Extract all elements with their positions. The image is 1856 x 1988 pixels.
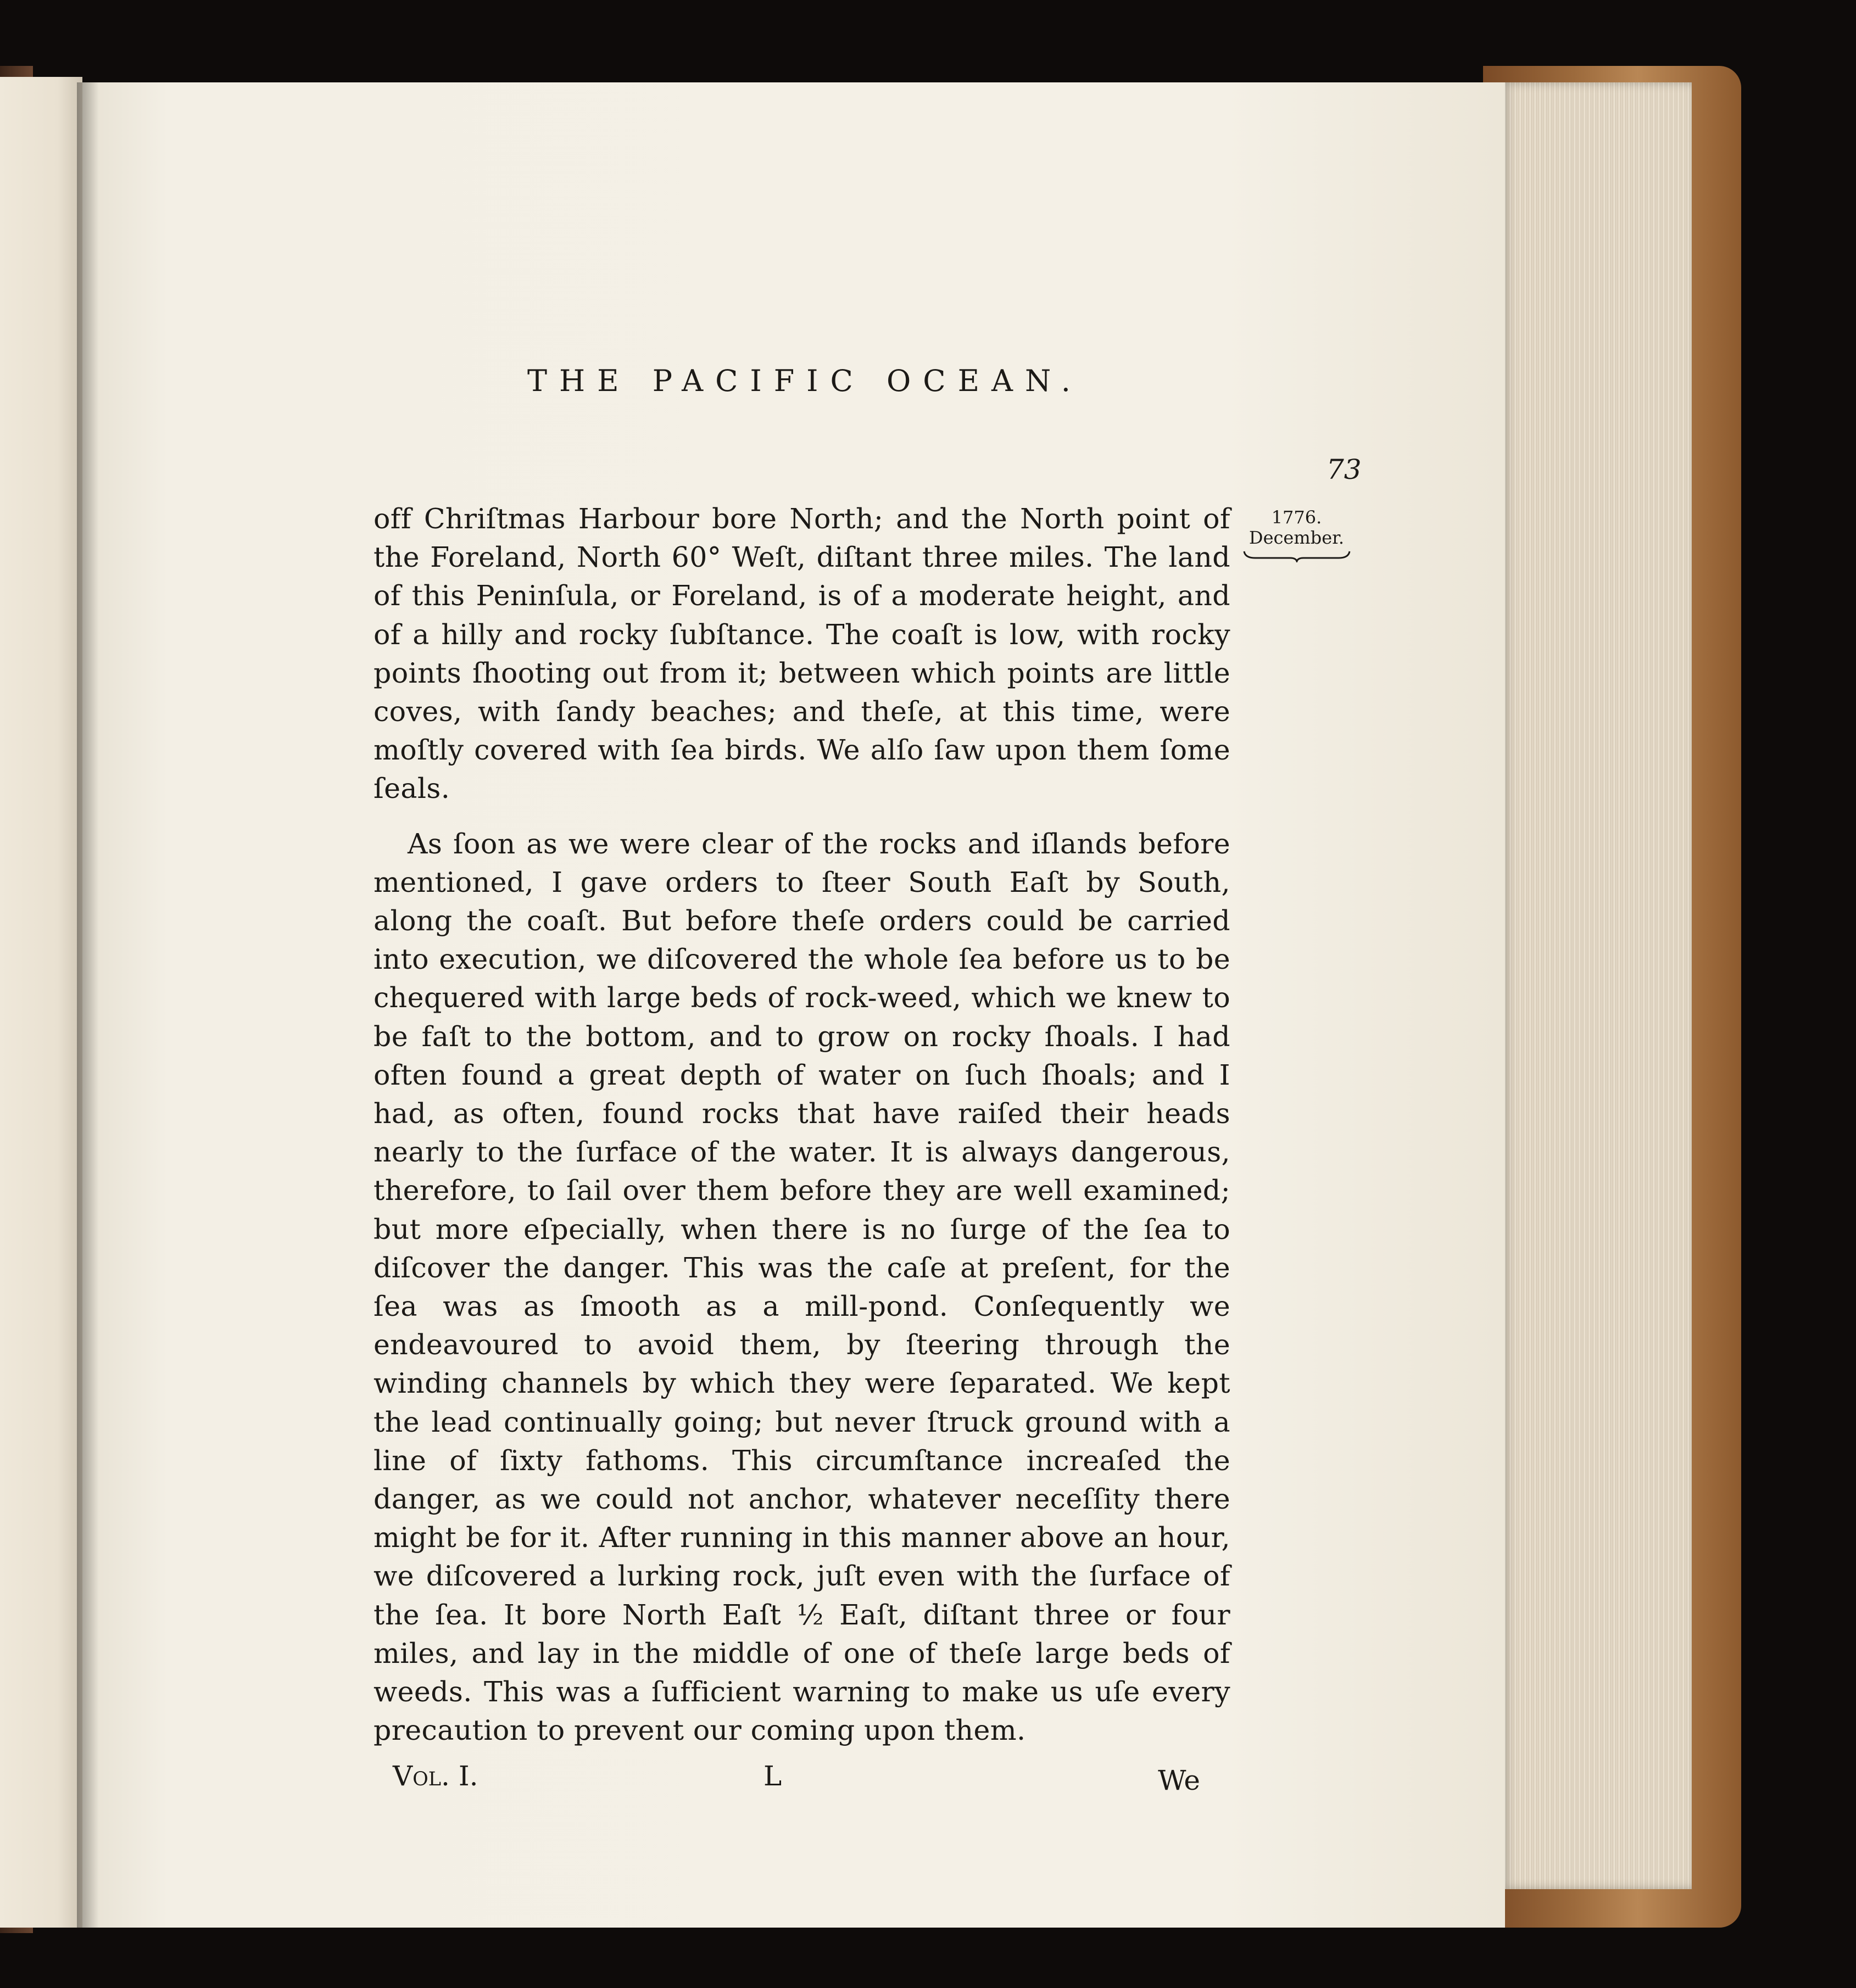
signature-letter: L	[763, 1760, 782, 1792]
catchword: We	[1158, 1764, 1200, 1796]
paragraph: As ſoon as we were clear of the rocks and iſlands before mentioned, I gave orders to ſteer South Eaſt by South, along the coaſt. But before theſe orders could be carried into execution, we diſcovered the whole ſea before us to be chequered with large beds of rock-weed, which we knew to be faſt to the bottom, and to grow on rocky ſhoals. I had often found a great depth of water on ſuch ſhoals; and I had, as often, found rocks that have raiſed their heads nearly to the ſurface of the water. It is always dangerous, therefore, to ſail over them before they are well examined; but more eſpecially, when there is no ſurge of the ſea to diſcover the danger. This was the caſe at preſent, for the ſea was as ſmooth as a mill-pond. Conſequently we endeavoured to avoid them, by ſteering through the winding channels by which they were ſeparated. We kept the lead continually going; but never ſtruck ground with a line of ſixty fathoms. This circumſtance increaſed the danger, as we could not anchor, whatever neceſſity there might be for it. After running in this manner above an hour, we diſcovered a lurking rock, juſt even with the ſurface of the ſea. It bore North Eaſt ½ Eaſt, diſtant three or four miles, and lay in the middle of one of theſe large beds of weeds. This was a ſufficient warning to make us uſe every precaution to prevent our coming upon them.	[374, 827, 1230, 1747]
body-text	[374, 500, 1230, 1750]
page-footer	[393, 1760, 1200, 1799]
margin-note-year: 1776.	[1271, 507, 1322, 528]
page-number: 73	[1326, 454, 1362, 485]
running-head: THE PACIFIC OCEAN.	[527, 364, 1083, 398]
left-page-edge	[0, 77, 82, 1928]
curly-brace-icon	[1242, 549, 1352, 562]
volume-signature: Vol. I.	[393, 1760, 478, 1792]
margin-note-month: December.	[1249, 527, 1345, 548]
book-page	[82, 82, 1505, 1928]
page-fore-edge	[1502, 82, 1692, 1889]
margin-note	[1235, 507, 1358, 562]
gutter-shadow	[77, 82, 99, 1928]
paragraph: off Chriſtmas Harbour bore North; and the North point of the Foreland, North 60° Weſt, diſtant three miles. The land of this Peninſula, or Foreland, is of a moderate height, and of a hilly and rocky ſubſtance. The coaſt is low, with rocky points ſhooting out from it; between which points are little coves, with ſandy beaches; and theſe, at this time, were moſtly covered with ſea birds. We alſo ſaw upon them ſome ſeals.	[374, 502, 1230, 805]
